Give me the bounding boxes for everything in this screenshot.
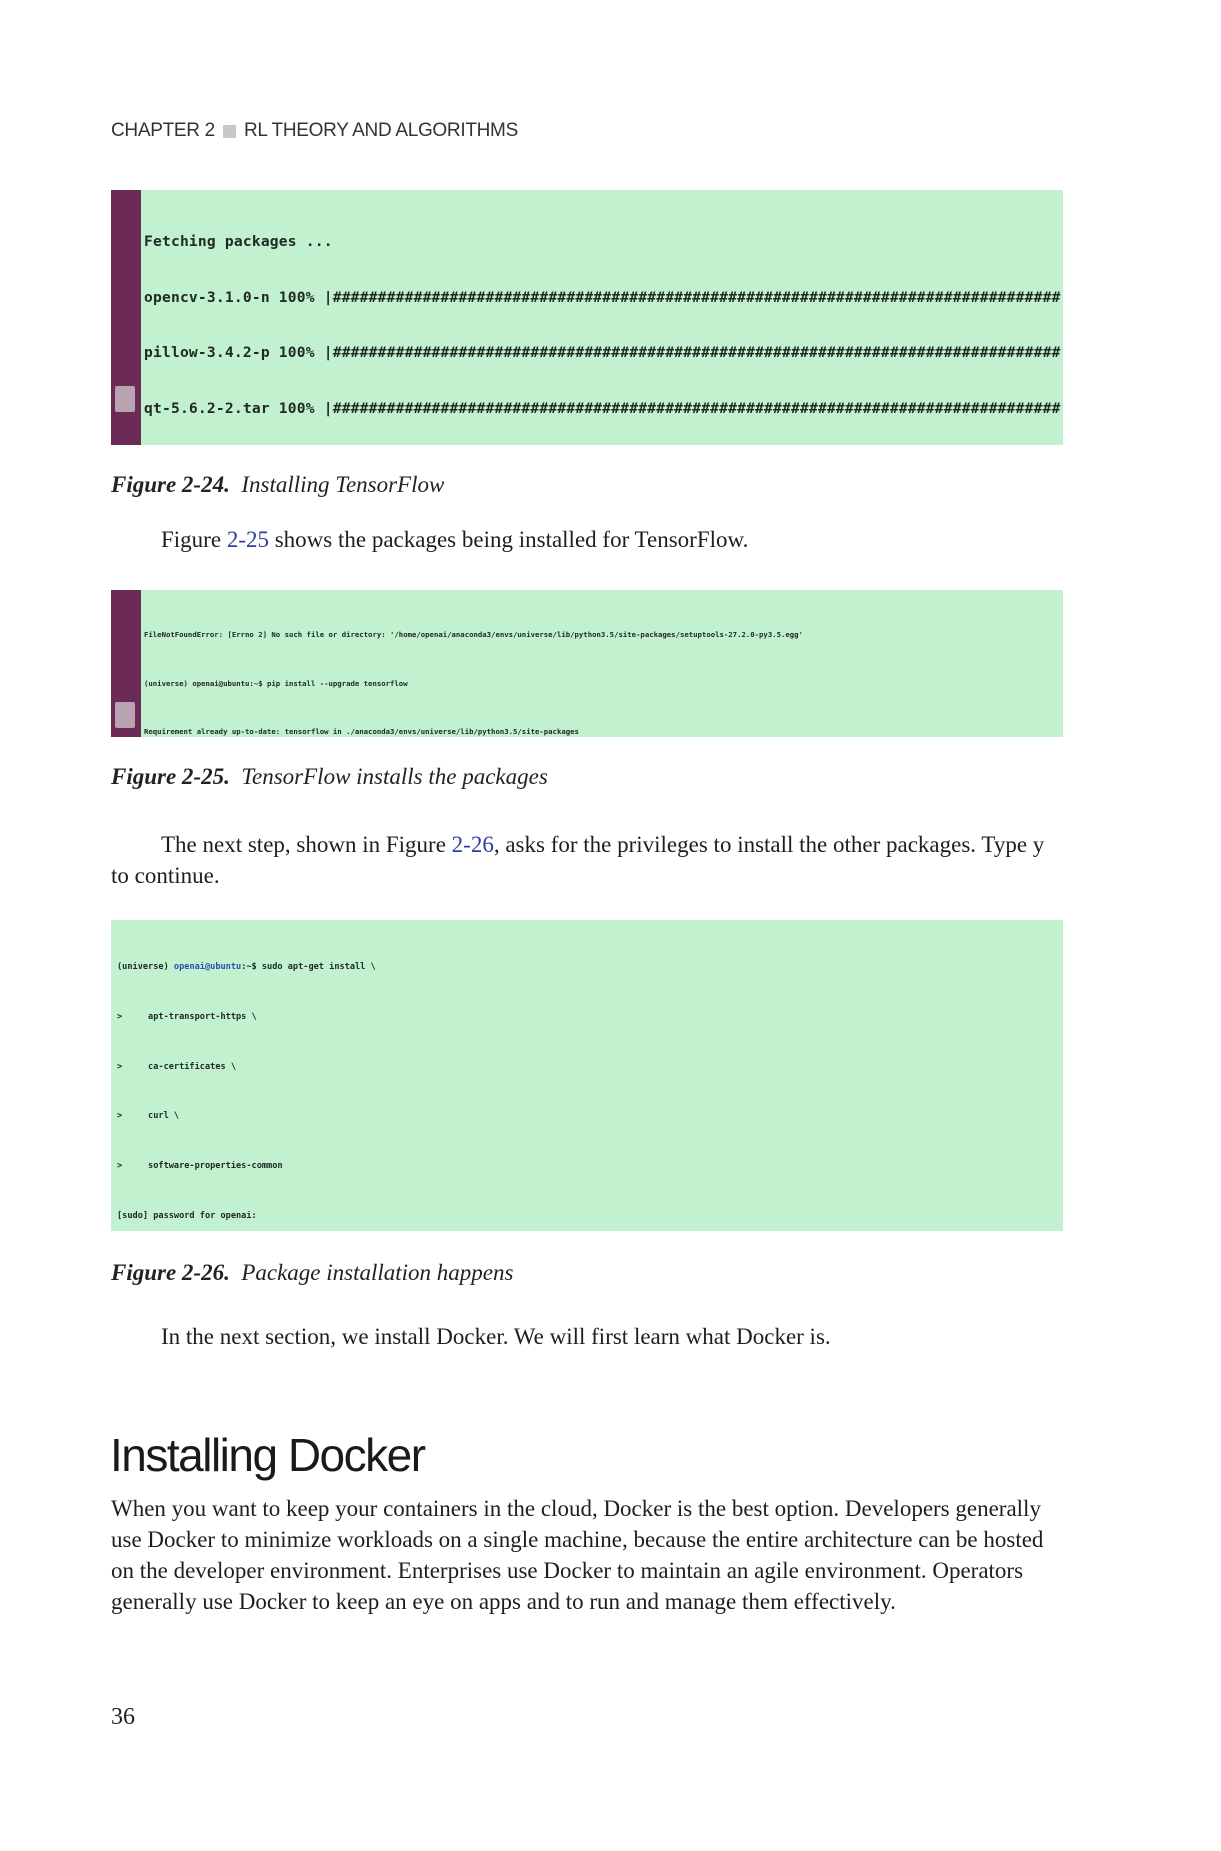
- paragraph-docker-description: When you want to keep your containers in the cloud, Docker is the best option. Developers generally use Docker to minimize workloads on a single machine, because the entire architecture can be hosted on the developer environment. Enterprises use Docker to maintain an agile environment. Operators generally use Docker to keep an eye on apps and to run and manage them effectively.: [111, 1496, 1044, 1614]
- paragraph-figure-2-25-intro: [111, 524, 1061, 555]
- terminal-output: [144, 592, 1063, 737]
- terminal-line: > ca-certificates \: [117, 1061, 236, 1072]
- terminal-output: [117, 924, 1063, 1231]
- figure-2-25-caption: [111, 764, 548, 790]
- terminal-line: qt-5.6.2-2.tar 100% |#################################################################################: [144, 399, 1061, 417]
- figure-2-26-terminal-screenshot: [111, 920, 1063, 1231]
- terminal-line: > apt-transport-https \: [117, 1011, 257, 1022]
- terminal-line: > software-properties-common: [117, 1161, 283, 1172]
- separator-square-icon: [223, 125, 236, 138]
- chapter-title: RL THEORY AND ALGORITHMS: [243, 120, 518, 141]
- figure-reference-link[interactable]: 2-26: [451, 832, 494, 857]
- trash-icon: [115, 386, 135, 412]
- caption-label: Figure 2-26.: [111, 1260, 230, 1285]
- figure-2-24-terminal-screenshot: [111, 190, 1063, 445]
- terminal-output: [144, 195, 1063, 445]
- terminal-line: Requirement already up-to-date: tensorflow in ./anaconda3/envs/universe/lib/python3.5/site-packages: [144, 727, 579, 737]
- figure-2-26-caption: [111, 1260, 513, 1286]
- caption-text: TensorFlow installs the packages: [241, 764, 548, 789]
- caption-label: Figure 2-24.: [111, 472, 230, 497]
- terminal-prompt-line: [117, 962, 1063, 974]
- paragraph-text: The next step, shown in Figure: [161, 832, 452, 857]
- terminal-line: (universe) openai@ubuntu:~$ pip install --upgrade tensorflow: [144, 678, 408, 688]
- figure-2-24-caption: [111, 472, 444, 498]
- terminal-line: opencv-3.1.0-n 100% |#################################################################################: [144, 288, 1061, 306]
- terminal-line: Fetching packages ...: [144, 233, 333, 250]
- section-heading: Installing Docker: [110, 1429, 425, 1481]
- figure-2-25-terminal-screenshot: [111, 590, 1063, 737]
- running-head: [111, 120, 518, 142]
- terminal-line: > curl \: [117, 1111, 180, 1122]
- page-number: 36: [111, 1704, 135, 1730]
- terminal-line: pillow-3.4.2-p 100% |#################################################################################: [144, 344, 1061, 362]
- paragraph-docker-intro: In the next section, we install Docker. We will first learn what Docker is.: [161, 1324, 831, 1349]
- paragraph-text: shows the packages being installed for TensorFlow.: [268, 527, 749, 552]
- figure-reference-link[interactable]: 2-25: [226, 527, 269, 552]
- caption-text: Package installation happens: [241, 1260, 514, 1285]
- paragraph-figure-2-26-intro: [111, 829, 1061, 891]
- chapter-label: CHAPTER 2: [111, 120, 215, 141]
- paragraph-text: Figure: [161, 527, 227, 552]
- caption-text: Installing TensorFlow: [241, 472, 445, 497]
- prompt-env: (universe): [117, 962, 174, 972]
- trash-icon: [115, 702, 135, 728]
- terminal-line: FileNotFoundError: [Errno 2] No such file or directory: '/home/openai/anaconda3/envs/universe/lib/python3.5/site-packages/setuptools-27.2.0-py3.5.egg': [144, 630, 803, 639]
- paragraph-text: , asks for the privileges to install the other packages. Type y to continue.: [111, 832, 1045, 888]
- prompt-command: :~$ sudo apt-get install \: [241, 962, 376, 972]
- prompt-user: openai@ubuntu: [173, 962, 242, 972]
- caption-label: Figure 2-25.: [111, 764, 230, 789]
- terminal-line: [sudo] password for openai:: [117, 1210, 257, 1221]
